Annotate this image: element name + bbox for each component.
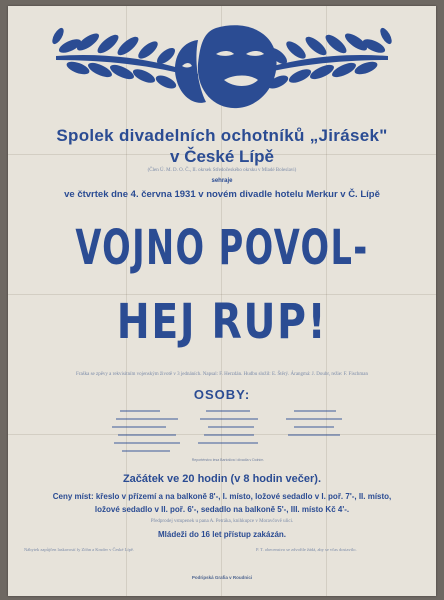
ticket-prices-line-1: Ceny míst: křeslo v přízemí a na balkoně 8'-, I. místo, ložové sedadlo v I. poř. 7'-, II. místo, (52, 492, 392, 501)
cast-list-row (294, 410, 336, 412)
ticket-prices (8, 490, 436, 516)
cast-list-row (208, 426, 254, 428)
cast-heading: OSOBY: (193, 387, 251, 402)
society-name: Spolek divadelních ochotníků „Jirásek" (56, 126, 388, 145)
cast-list-row (294, 426, 334, 428)
cast-footnote: Reportérstvo lesa Bartošiva i divadla v Dolním. (191, 458, 265, 462)
play-title-line-2: HEJ RUP! (116, 294, 328, 350)
membership-note: (Člen Ú. M. D. O. Č., II. okrsek Středočeského okrsku v Mladé Boleslavi) (147, 168, 297, 173)
audience-request: P. T. obecenstvo se zdvořile žádá, aby se včas dostavilo. (256, 547, 357, 552)
theatre-mask-laurel-emblem-icon (48, 16, 396, 112)
poster (8, 6, 436, 596)
furniture-credit: Nábytek zapůjčen laskavostí fy Zöhn a Kruder v České Lípě. (24, 547, 134, 552)
ticket-prices-line-2: ložové sedadlo v II. poř. 6'-, sedadlo na balkoně 5'-, III. místo Kč 4'-. (94, 505, 350, 514)
cast-list-row (118, 434, 176, 436)
cast-list-row (116, 418, 178, 420)
cast-list-row (120, 410, 160, 412)
play-genre-credits: Fraška se zpěvy a rekvisitním vojenským životě v 3 jednáních. Napsal: F. Herzdán. Hudbu složil: E. Štěrý. Árangmá: J. Doubr, režie: F. Fischman (76, 372, 368, 377)
cast-list-row (198, 442, 258, 444)
start-time: Začátek ve 20 hodin (v 8 hodin večer). (122, 473, 322, 485)
society-city: v České Lípě (170, 147, 274, 166)
cast-list-row (286, 418, 342, 420)
performance-dateline: ve čtvrtek dne 4. června 1931 v novém divadle hotelu Merkur v Č. Lípě (64, 189, 380, 200)
cast-list-row (112, 426, 166, 428)
play-title-line-1: VOJNO POVOL- (75, 220, 369, 276)
cast-list-row (288, 434, 340, 436)
cast-list (108, 406, 348, 464)
cast-list-row (122, 450, 170, 452)
printer-imprint: Podripská Grafia v Roudnici (191, 575, 253, 580)
cast-list-row (204, 434, 254, 436)
cast-list-row (114, 442, 180, 444)
cast-list-row (206, 410, 250, 412)
cast-list-row (200, 418, 258, 420)
youth-admission-notice: Mládeži do 16 let přístup zakázán. (157, 530, 287, 539)
presents-label: sehraje (211, 178, 233, 184)
presale-note: Předprodej vstupenek u pana A. Petráka, knihkupce v Moravčově ulici. (150, 519, 294, 524)
